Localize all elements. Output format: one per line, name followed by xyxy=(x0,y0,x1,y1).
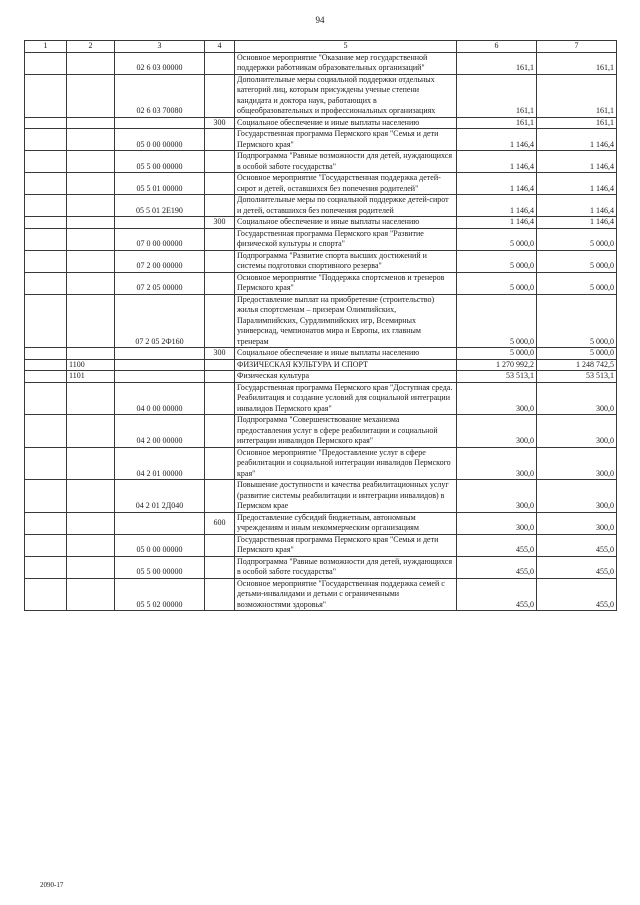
table-row xyxy=(25,480,617,513)
subsection-code-cell xyxy=(67,348,115,360)
subsection-code-cell xyxy=(67,447,115,480)
amount-year-1-cell: 300,0 xyxy=(457,415,537,448)
amount-year-1-cell: 300,0 xyxy=(457,480,537,513)
item-name-cell: Подпрограмма "Развитие спорта высших достижений и системы подготовки спортивного резерва" xyxy=(235,250,457,272)
subsection-code-cell: 1100 xyxy=(67,359,115,371)
table-row xyxy=(25,250,617,272)
expense-type-code-cell xyxy=(205,173,235,195)
target-article-code-cell xyxy=(115,217,205,229)
target-article-code-cell xyxy=(115,117,205,129)
section-code-cell xyxy=(25,250,67,272)
amount-year-2-cell: 5 000,0 xyxy=(537,294,617,348)
item-name-cell: Государственная программа Пермского края "Доступная среда. Реабилитация и создание условий для социальной интеграции инвалидов Пермского края" xyxy=(235,382,457,415)
expense-type-code-cell: 300 xyxy=(205,117,235,129)
expense-type-code-cell xyxy=(205,151,235,173)
table-row xyxy=(25,348,617,360)
column-header: 4 xyxy=(205,41,235,53)
expense-type-code-cell: 300 xyxy=(205,348,235,360)
table-row xyxy=(25,415,617,448)
amount-year-1-cell: 1 146,4 xyxy=(457,173,537,195)
target-article-code-cell: 07 2 05 2Ф160 xyxy=(115,294,205,348)
item-name-cell: Социальное обеспечение и иные выплаты населению xyxy=(235,348,457,360)
table-row xyxy=(25,294,617,348)
subsection-code-cell xyxy=(67,129,115,151)
subsection-code-cell xyxy=(67,480,115,513)
section-code-cell xyxy=(25,348,67,360)
target-article-code-cell xyxy=(115,348,205,360)
subsection-code-cell xyxy=(67,228,115,250)
expense-type-code-cell xyxy=(205,359,235,371)
expense-type-code-cell xyxy=(205,74,235,117)
target-article-code-cell: 05 5 02 00000 xyxy=(115,578,205,611)
amount-year-2-cell: 455,0 xyxy=(537,556,617,578)
expense-type-code-cell xyxy=(205,578,235,611)
table-row xyxy=(25,556,617,578)
amount-year-2-cell: 300,0 xyxy=(537,415,617,448)
amount-year-2-cell: 5 000,0 xyxy=(537,250,617,272)
section-code-cell xyxy=(25,359,67,371)
target-article-code-cell: 05 0 00 00000 xyxy=(115,129,205,151)
table-row xyxy=(25,371,617,383)
section-code-cell xyxy=(25,415,67,448)
item-name-cell: Подпрограмма "Равные возможности для детей, нуждающихся в особой заботе государства" xyxy=(235,556,457,578)
amount-year-1-cell: 1 146,4 xyxy=(457,195,537,217)
target-article-code-cell: 04 2 01 2Д040 xyxy=(115,480,205,513)
amount-year-1-cell: 455,0 xyxy=(457,534,537,556)
target-article-code-cell xyxy=(115,359,205,371)
expense-type-code-cell xyxy=(205,52,235,74)
item-name-cell: Основное мероприятие "Государственная поддержка семей с детьми-инвалидами и детьми с ограниченными возможностями здоровья" xyxy=(235,578,457,611)
expense-type-code-cell xyxy=(205,556,235,578)
item-name-cell: Государственная программа Пермского края "Развитие физической культуры и спорта" xyxy=(235,228,457,250)
section-code-cell xyxy=(25,556,67,578)
subsection-code-cell xyxy=(67,151,115,173)
table-row xyxy=(25,228,617,250)
item-name-cell: Социальное обеспечение и иные выплаты населению xyxy=(235,217,457,229)
target-article-code-cell: 05 5 00 00000 xyxy=(115,556,205,578)
subsection-code-cell xyxy=(67,117,115,129)
target-article-code-cell xyxy=(115,371,205,383)
expense-type-code-cell: 300 xyxy=(205,217,235,229)
table-row xyxy=(25,359,617,371)
column-header: 1 xyxy=(25,41,67,53)
subsection-code-cell xyxy=(67,173,115,195)
expense-type-code-cell xyxy=(205,447,235,480)
section-code-cell xyxy=(25,534,67,556)
table-row xyxy=(25,382,617,415)
table-row xyxy=(25,512,617,534)
amount-year-2-cell: 455,0 xyxy=(537,534,617,556)
subsection-code-cell xyxy=(67,272,115,294)
section-code-cell xyxy=(25,117,67,129)
amount-year-1-cell: 1 146,4 xyxy=(457,129,537,151)
expense-type-code-cell xyxy=(205,250,235,272)
section-code-cell xyxy=(25,294,67,348)
amount-year-2-cell: 1 146,4 xyxy=(537,217,617,229)
section-code-cell xyxy=(25,217,67,229)
table-row xyxy=(25,195,617,217)
section-code-cell xyxy=(25,382,67,415)
amount-year-2-cell: 300,0 xyxy=(537,382,617,415)
section-code-cell xyxy=(25,371,67,383)
table-row xyxy=(25,447,617,480)
expense-type-code-cell xyxy=(205,534,235,556)
target-article-code-cell xyxy=(115,512,205,534)
column-header: 7 xyxy=(537,41,617,53)
item-name-cell: Основное мероприятие "Оказание мер государственной поддержки работникам образовательных организаций" xyxy=(235,52,457,74)
amount-year-1-cell: 300,0 xyxy=(457,447,537,480)
amount-year-2-cell: 5 000,0 xyxy=(537,228,617,250)
target-article-code-cell: 07 0 00 00000 xyxy=(115,228,205,250)
section-code-cell xyxy=(25,447,67,480)
page-number: 94 xyxy=(315,15,325,25)
amount-year-1-cell: 5 000,0 xyxy=(457,250,537,272)
item-name-cell: Основное мероприятие "Поддержка спортсменов и тренеров Пермского края" xyxy=(235,272,457,294)
expense-type-code-cell xyxy=(205,195,235,217)
item-name-cell: Предоставление субсидий бюджетным, автономным учреждениям и иным некоммерческим организациям xyxy=(235,512,457,534)
item-name-cell: Подпрограмма "Равные возможности для детей, нуждающихся в особой заботе государства" xyxy=(235,151,457,173)
target-article-code-cell: 05 5 01 00000 xyxy=(115,173,205,195)
column-header: 3 xyxy=(115,41,205,53)
amount-year-2-cell: 161,1 xyxy=(537,52,617,74)
table-row xyxy=(25,129,617,151)
target-article-code-cell: 04 0 00 00000 xyxy=(115,382,205,415)
section-code-cell xyxy=(25,195,67,217)
amount-year-1-cell: 161,1 xyxy=(457,52,537,74)
target-article-code-cell: 05 0 00 00000 xyxy=(115,534,205,556)
amount-year-1-cell: 1 270 992,2 xyxy=(457,359,537,371)
expense-type-code-cell xyxy=(205,371,235,383)
subsection-code-cell xyxy=(67,556,115,578)
target-article-code-cell: 04 2 01 00000 xyxy=(115,447,205,480)
subsection-code-cell xyxy=(67,534,115,556)
budget-table xyxy=(24,40,617,611)
section-code-cell xyxy=(25,74,67,117)
expense-type-code-cell xyxy=(205,129,235,151)
item-name-cell: Дополнительные меры социальной поддержки отдельных категорий лиц, которым присуждены ученые степени кандидата и доктора наук, работающих в общеобразовательных и профессиональных организациях xyxy=(235,74,457,117)
subsection-code-cell xyxy=(67,217,115,229)
expense-type-code-cell xyxy=(205,272,235,294)
section-code-cell xyxy=(25,228,67,250)
item-name-cell: Основное мероприятие "Предоставление услуг в сфере реабилитации и социальной интеграции инвалидов Пермского края" xyxy=(235,447,457,480)
section-code-cell xyxy=(25,272,67,294)
amount-year-2-cell: 300,0 xyxy=(537,480,617,513)
amount-year-2-cell: 1 248 742,5 xyxy=(537,359,617,371)
expense-type-code-cell xyxy=(205,415,235,448)
section-code-cell xyxy=(25,512,67,534)
amount-year-2-cell: 5 000,0 xyxy=(537,348,617,360)
table-row xyxy=(25,74,617,117)
amount-year-1-cell: 455,0 xyxy=(457,578,537,611)
amount-year-2-cell: 1 146,4 xyxy=(537,151,617,173)
item-name-cell: Социальное обеспечение и иные выплаты населению xyxy=(235,117,457,129)
column-header: 5 xyxy=(235,41,457,53)
table-row xyxy=(25,578,617,611)
section-code-cell xyxy=(25,173,67,195)
section-code-cell xyxy=(25,52,67,74)
table-row xyxy=(25,217,617,229)
target-article-code-cell: 07 2 00 00000 xyxy=(115,250,205,272)
column-header: 6 xyxy=(457,41,537,53)
amount-year-2-cell: 1 146,4 xyxy=(537,195,617,217)
table-row xyxy=(25,534,617,556)
amount-year-2-cell: 1 146,4 xyxy=(537,173,617,195)
amount-year-1-cell: 5 000,0 xyxy=(457,228,537,250)
amount-year-2-cell: 455,0 xyxy=(537,578,617,611)
item-name-cell: Физическая культура xyxy=(235,371,457,383)
amount-year-2-cell: 300,0 xyxy=(537,512,617,534)
section-code-cell xyxy=(25,151,67,173)
amount-year-1-cell: 300,0 xyxy=(457,512,537,534)
subsection-code-cell xyxy=(67,250,115,272)
amount-year-1-cell: 1 146,4 xyxy=(457,151,537,173)
subsection-code-cell xyxy=(67,415,115,448)
section-code-cell xyxy=(25,480,67,513)
footer-document-code: 2090-17 xyxy=(40,881,64,889)
amount-year-2-cell: 300,0 xyxy=(537,447,617,480)
target-article-code-cell: 04 2 00 00000 xyxy=(115,415,205,448)
table-row xyxy=(25,173,617,195)
amount-year-2-cell: 161,1 xyxy=(537,117,617,129)
item-name-cell: Государственная программа Пермского края "Семья и дети Пермского края" xyxy=(235,129,457,151)
expense-type-code-cell xyxy=(205,480,235,513)
subsection-code-cell: 1101 xyxy=(67,371,115,383)
expense-type-code-cell xyxy=(205,294,235,348)
amount-year-1-cell: 5 000,0 xyxy=(457,294,537,348)
item-name-cell: Государственная программа Пермского края "Семья и дети Пермского края" xyxy=(235,534,457,556)
target-article-code-cell: 05 5 00 00000 xyxy=(115,151,205,173)
target-article-code-cell: 02 6 03 70080 xyxy=(115,74,205,117)
target-article-code-cell: 07 2 05 00000 xyxy=(115,272,205,294)
table-header-row xyxy=(25,41,617,53)
table-row xyxy=(25,272,617,294)
amount-year-1-cell: 161,1 xyxy=(457,74,537,117)
item-name-cell: ФИЗИЧЕСКАЯ КУЛЬТУРА И СПОРТ xyxy=(235,359,457,371)
subsection-code-cell xyxy=(67,512,115,534)
subsection-code-cell xyxy=(67,578,115,611)
subsection-code-cell xyxy=(67,52,115,74)
amount-year-1-cell: 455,0 xyxy=(457,556,537,578)
subsection-code-cell xyxy=(67,74,115,117)
amount-year-1-cell: 300,0 xyxy=(457,382,537,415)
item-name-cell: Основное мероприятие "Государственная поддержка детей-сирот и детей, оставшихся без попечения родителей" xyxy=(235,173,457,195)
amount-year-1-cell: 161,1 xyxy=(457,117,537,129)
target-article-code-cell: 02 6 03 00000 xyxy=(115,52,205,74)
expense-type-code-cell xyxy=(205,382,235,415)
amount-year-2-cell: 5 000,0 xyxy=(537,272,617,294)
section-code-cell xyxy=(25,578,67,611)
subsection-code-cell xyxy=(67,294,115,348)
expense-type-code-cell xyxy=(205,228,235,250)
amount-year-2-cell: 53 513,1 xyxy=(537,371,617,383)
subsection-code-cell xyxy=(67,382,115,415)
expense-type-code-cell: 600 xyxy=(205,512,235,534)
item-name-cell: Повышение доступности и качества реабилитационных услуг (развитие системы реабилитации и интеграции инвалидов) в Пермском крае xyxy=(235,480,457,513)
column-header: 2 xyxy=(67,41,115,53)
table-row xyxy=(25,117,617,129)
table-row xyxy=(25,52,617,74)
amount-year-2-cell: 1 146,4 xyxy=(537,129,617,151)
amount-year-1-cell: 5 000,0 xyxy=(457,272,537,294)
table-row xyxy=(25,151,617,173)
target-article-code-cell: 05 5 01 2Е190 xyxy=(115,195,205,217)
amount-year-1-cell: 1 146,4 xyxy=(457,217,537,229)
amount-year-1-cell: 53 513,1 xyxy=(457,371,537,383)
amount-year-2-cell: 161,1 xyxy=(537,74,617,117)
section-code-cell xyxy=(25,129,67,151)
amount-year-1-cell: 5 000,0 xyxy=(457,348,537,360)
item-name-cell: Дополнительные меры по социальной поддержке детей-сирот и детей, оставшихся без попечения родителей xyxy=(235,195,457,217)
item-name-cell: Подпрограмма "Совершенствование механизма предоставления услуг в сфере реабилитации и социальной интеграции инвалидов Пермского края" xyxy=(235,415,457,448)
subsection-code-cell xyxy=(67,195,115,217)
item-name-cell: Предоставление выплат на приобретение (строительство) жилья спортсменам – призерам Олимпийских, Паралимпийских, Сурдлимпийских игр, Всемирных универсиад, чемпионатов мира и Европы, их главным тренерам xyxy=(235,294,457,348)
